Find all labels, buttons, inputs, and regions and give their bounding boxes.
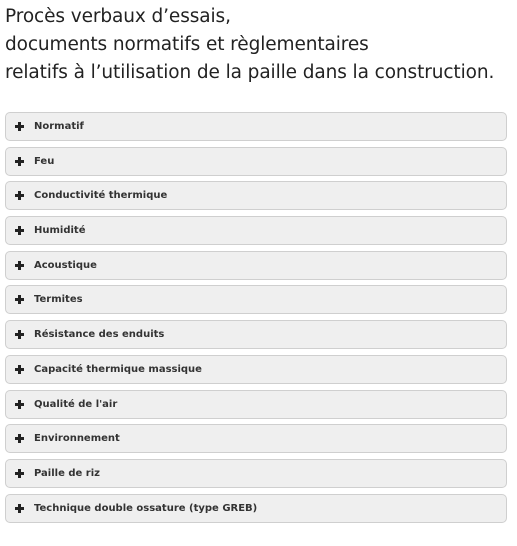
plus-icon (15, 294, 26, 305)
accordion-item-paille-de-riz[interactable] (5, 459, 507, 488)
accordion-item-label: Résistance des enduits (34, 329, 165, 341)
plus-icon (15, 225, 26, 236)
accordion-item-label: Technique double ossature (type GREB) (34, 502, 258, 514)
plus-icon (15, 364, 26, 375)
accordion-item-label: Capacité thermique massique (34, 363, 202, 375)
accordion-item-label: Humidité (34, 225, 86, 237)
accordion-item-termites[interactable] (5, 285, 507, 314)
accordion-item-qualite-air[interactable] (5, 390, 507, 419)
accordion-item-label: Acoustique (34, 259, 97, 271)
plus-icon (15, 468, 26, 479)
plus-icon (15, 190, 26, 201)
page-title-line: documents normatifs et règlementaires (5, 34, 369, 55)
accordion-item-label: Termites (34, 294, 83, 306)
accordion-item-capacite-thermique[interactable] (5, 355, 507, 384)
accordion-item-label: Qualité de l'air (34, 398, 118, 410)
accordion-item-label: Conductivité thermique (34, 190, 168, 202)
plus-icon (15, 156, 26, 167)
page-title-line: Procès verbaux d’essais, (5, 6, 231, 27)
accordion-item-conductivite-thermique[interactable] (5, 181, 507, 210)
accordion-item-label: Environnement (34, 433, 120, 445)
plus-icon (15, 121, 26, 132)
accordion-item-label: Normatif (34, 121, 84, 132)
accordion-item-double-ossature[interactable] (5, 494, 507, 523)
accordion (5, 112, 507, 528)
accordion-item-humidite[interactable] (5, 216, 507, 245)
accordion-item-acoustique[interactable] (5, 251, 507, 280)
accordion-item-resistance-enduits[interactable] (5, 320, 507, 349)
accordion-item-feu[interactable] (5, 147, 507, 176)
accordion-item-label: Feu (34, 155, 55, 167)
plus-icon (15, 260, 26, 271)
accordion-item-normatif[interactable] (5, 112, 507, 141)
accordion-item-environnement[interactable] (5, 424, 507, 453)
accordion-item-label: Paille de riz (34, 467, 100, 479)
page-title (5, 3, 515, 87)
plus-icon (15, 329, 26, 340)
page-title-line: relatifs à l’utilisation de la paille dans la construction. (5, 62, 495, 83)
plus-icon (15, 503, 26, 514)
plus-icon (15, 399, 26, 410)
plus-icon (15, 433, 26, 444)
